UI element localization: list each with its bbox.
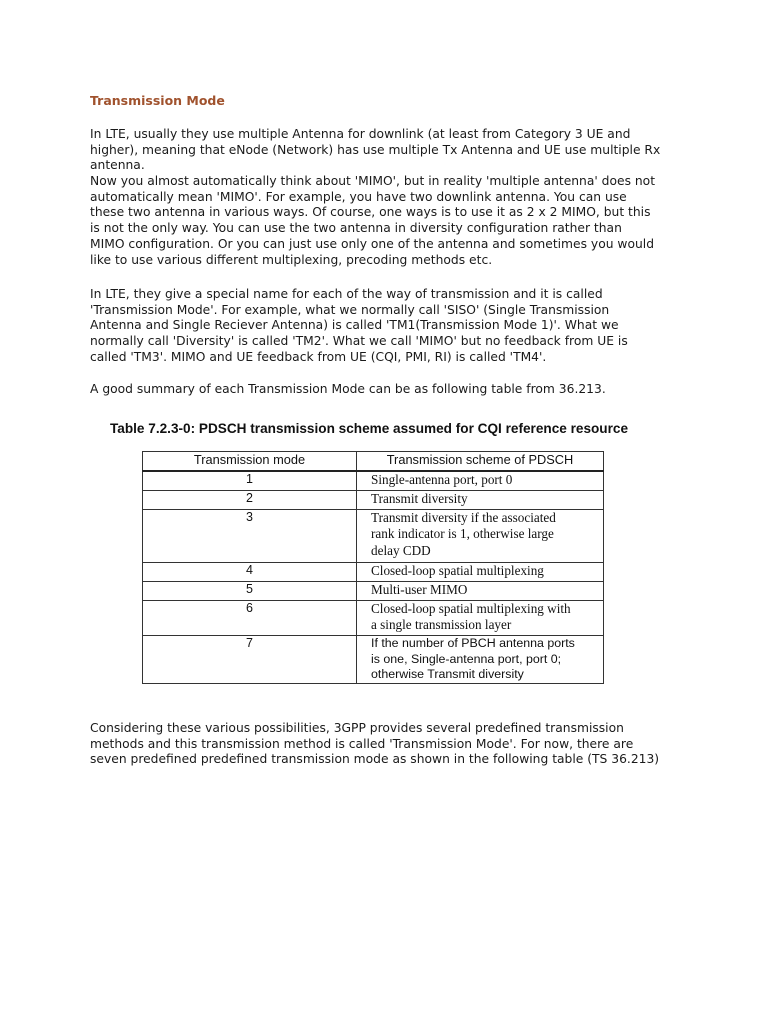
mode-cell: 4 [143,563,357,582]
table-row [143,563,604,582]
mode-cell: 3 [143,510,357,563]
table-row [143,601,604,636]
paragraph-predefined-modes: Considering these various possibilities, 3GPP provides several predefined transmission methods and this transmission method is called 'Transmission Mode'. For now, there are seven predefined predefined transmission mode as shown in the following table (TS 36.213) [90,721,660,767]
section-heading: Transmission Mode [90,93,225,108]
mode-cell: 7 [143,636,357,684]
scheme-cell: Transmit diversity [357,491,604,510]
table-caption: Table 7.2.3-0: PDSCH transmission scheme assumed for CQI reference resource [110,421,629,436]
scheme-cell: Multi-user MIMO [357,582,604,601]
paragraph-lte-antenna: In LTE, usually they use multiple Antenna for downlink (at least from Category 3 UE and higher), meaning that eNode (Network) has use multiple Tx Antenna and UE use multiple Rx antenna. [90,127,661,173]
header-transmission-scheme: Transmission scheme of PDSCH [357,452,604,472]
scheme-cell: Transmit diversity if the associated rank indicator is 1, otherwise large delay CDD [357,510,604,563]
table-row [143,582,604,601]
table-header-row [143,452,604,472]
mode-cell: 6 [143,601,357,636]
paragraph-transmission-mode-names: In LTE, they give a special name for each of the way of transmission and it is called 'Transmission Mode'. For example, what we normally call 'SISO' (Single Transmission Antenna and Single Reciever Antenna) is called 'TM1(Transmission Mode 1)'. What we normally call 'Diversity' is called 'TM2'. What we call 'MIMO' but no feedback from UE is called 'TM3'. MIMO and UE feedback from UE (CQI, PMI, RI) is called 'TM4'. [90,287,628,364]
table-row [143,510,604,563]
table-row [143,491,604,510]
scheme-cell: Single-antenna port, port 0 [357,471,604,491]
paragraph-summary-intro: A good summary of each Transmission Mode can be as following table from 36.213. [90,382,606,396]
paragraph-mimo-explanation: Now you almost automatically think about 'MIMO', but in reality 'multiple antenna' does not automatically mean 'MIMO'. For example, you have two downlink antenna. You can use these two antenna in various ways. Of course, one ways is to use it as 2 x 2 MIMO, but this is not the only way. You can use the two antenna in diversity configuration rather than MIMO configuration. Or you can just use only one of the antenna and sometimes you would like to use various different multiplexing, precoding methods etc. [90,174,656,267]
table-row [143,636,604,684]
pdsch-transmission-table [142,451,604,684]
scheme-cell: Closed-loop spatial multiplexing [357,563,604,582]
mode-cell: 5 [143,582,357,601]
header-transmission-mode: Transmission mode [143,452,357,472]
scheme-cell: Closed-loop spatial multiplexing with a single transmission layer [357,601,604,636]
scheme-cell: If the number of PBCH antenna ports is one, Single-antenna port, port 0; otherwise Transmit diversity [357,636,604,684]
mode-cell: 2 [143,491,357,510]
table-row [143,471,604,491]
mode-cell: 1 [143,471,357,491]
